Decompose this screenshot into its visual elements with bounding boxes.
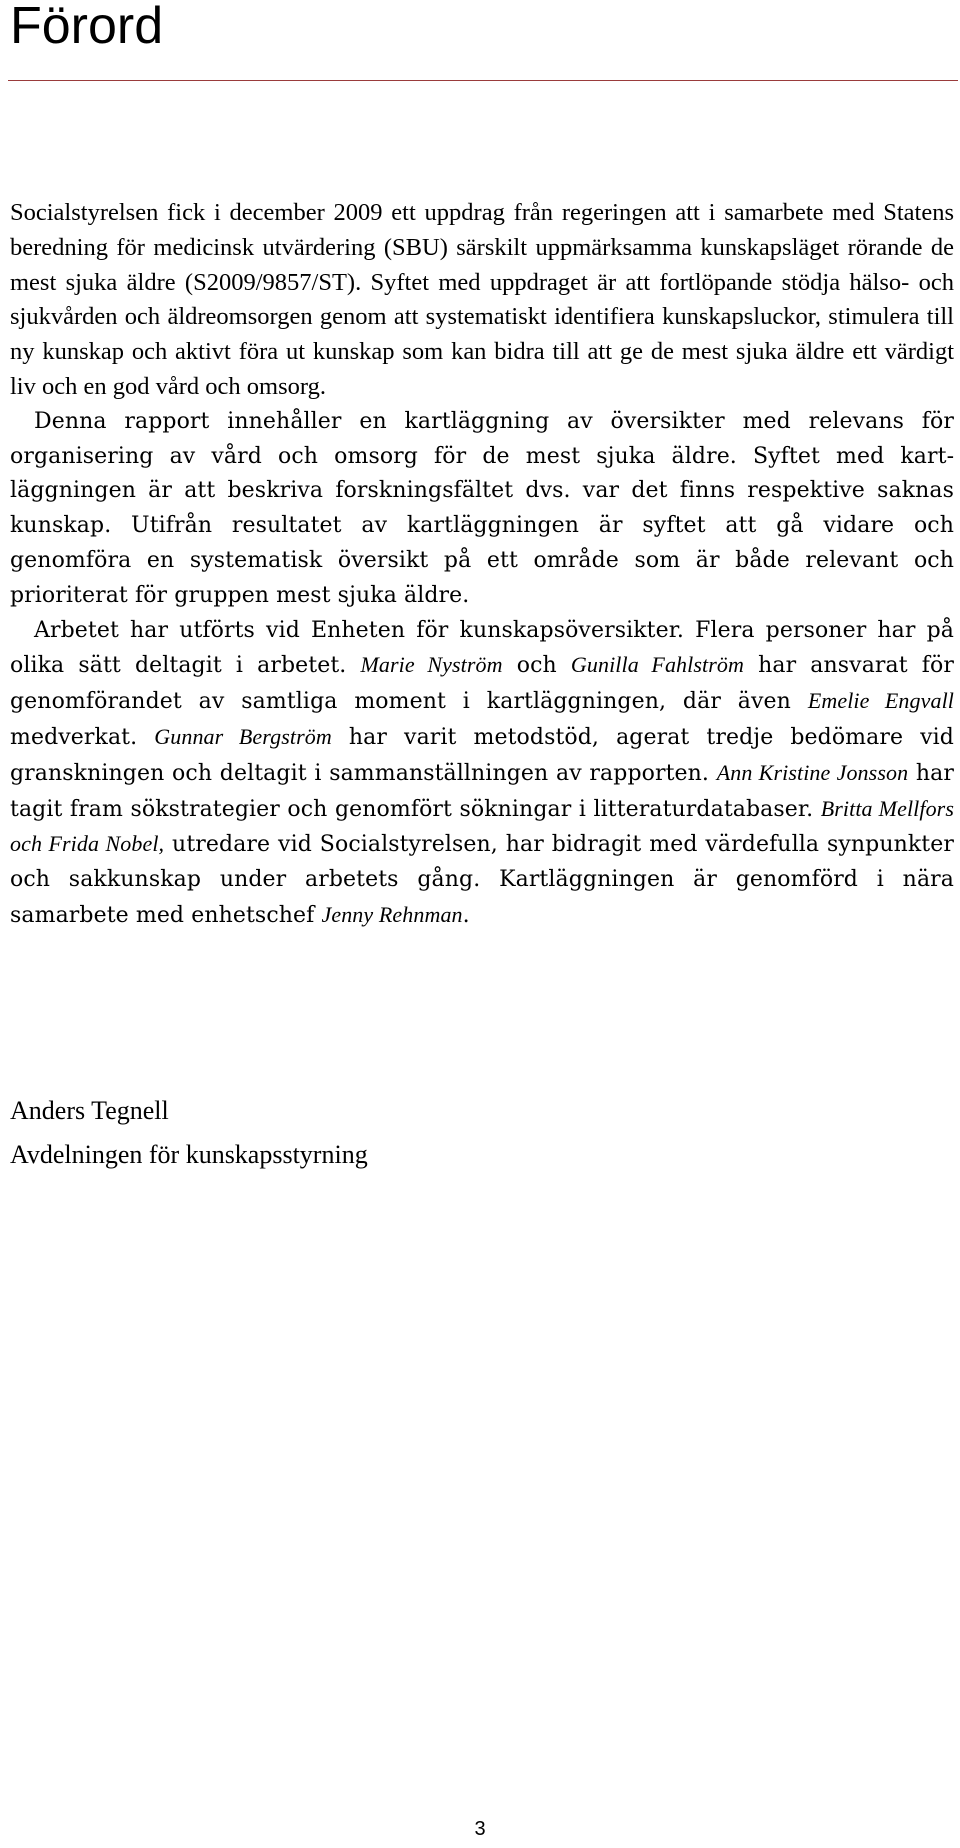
person-name: Marie Nyström [360, 652, 503, 678]
person-name: Britta Mellfors och Frida Nobel, [10, 795, 955, 857]
ack-text-1: Arbetet har utförts vid Enheten för kunskapsöversikter. Flera personer har på olika sätt deltagit i arbetet. [10, 617, 954, 679]
page-title: Förord [10, 0, 164, 55]
ack-text-4: medverkat. [10, 724, 155, 750]
ack-text-7: utredare vid Socialstyrelsen, har bidragit med värdefulla synpunkter och sakkunskap under arbetets gång. Kartläggningen är genomförd i nära samarbete med enhetschef [10, 832, 954, 928]
paragraph-report-scope: Denna rapport innehåller en kartläggning av översikter med relevans för organisering av vård och omsorg för de mest sjuka äldre. Syftet med kartläggningen är att beskriva forskningsfältet dvs. var det finns respektive saknas kunskap. Utifrån resultatet av kartläggningen är syftet att gå vidare och genomföra en systematisk översikt på ett område som är både relevant och prioriterat för gruppen mest sjuka äldre. [10, 408, 954, 608]
ack-text-2: och [502, 653, 571, 679]
person-name: Gunnar Bergström [154, 723, 332, 749]
ack-text-3: har ansvarat för genomförandet av samtliga moment i kartläggningen, där även [10, 653, 954, 715]
page-number: 3 [474, 1818, 486, 1840]
ack-text-5: har varit metodstöd, agerat tredje bedömare vid granskningen och deltagit i sammanställningen av rapporten. [10, 724, 954, 786]
signature-department: Avdelningen för kunskapsstyrning [10, 1140, 368, 1169]
paragraph-acknowledgements [10, 614, 954, 934]
foreword-body [10, 196, 954, 934]
ack-text-8: . [462, 902, 470, 928]
paragraph-assignment: Socialstyrelsen fick i december 2009 ett uppdrag från regeringen att i samarbete med Statens beredning för medicinsk utvärdering (SBU) särskilt uppmärksamma kunskapsläget rörande de mest sjuka äldre (S2009/9857/ST). Syftet med uppdraget är att fortlöpande stödja hälso- och sjukvården och äldreomsorgen genom att systematiskt identifiera kunskapsluckor, stimulera till ny kunskap och aktivt föra ut kunskap som kan bidra till att ge de mest sjuka äldre ett värdigt liv och en god vård och omsorg. [10, 199, 954, 400]
signature-name: Anders Tegnell [10, 1096, 169, 1125]
title-divider [8, 80, 958, 81]
person-name: Ann Kristine Jonsson [716, 759, 909, 785]
ack-text-6: har tagit fram sökstrategier och genomfört sökningar i litteraturdatabaser. [10, 760, 954, 822]
person-name: Gunilla Fahlström [570, 652, 744, 678]
person-name: Jenny Rehnman [321, 901, 463, 927]
person-name: Emelie Engvall [807, 688, 954, 714]
